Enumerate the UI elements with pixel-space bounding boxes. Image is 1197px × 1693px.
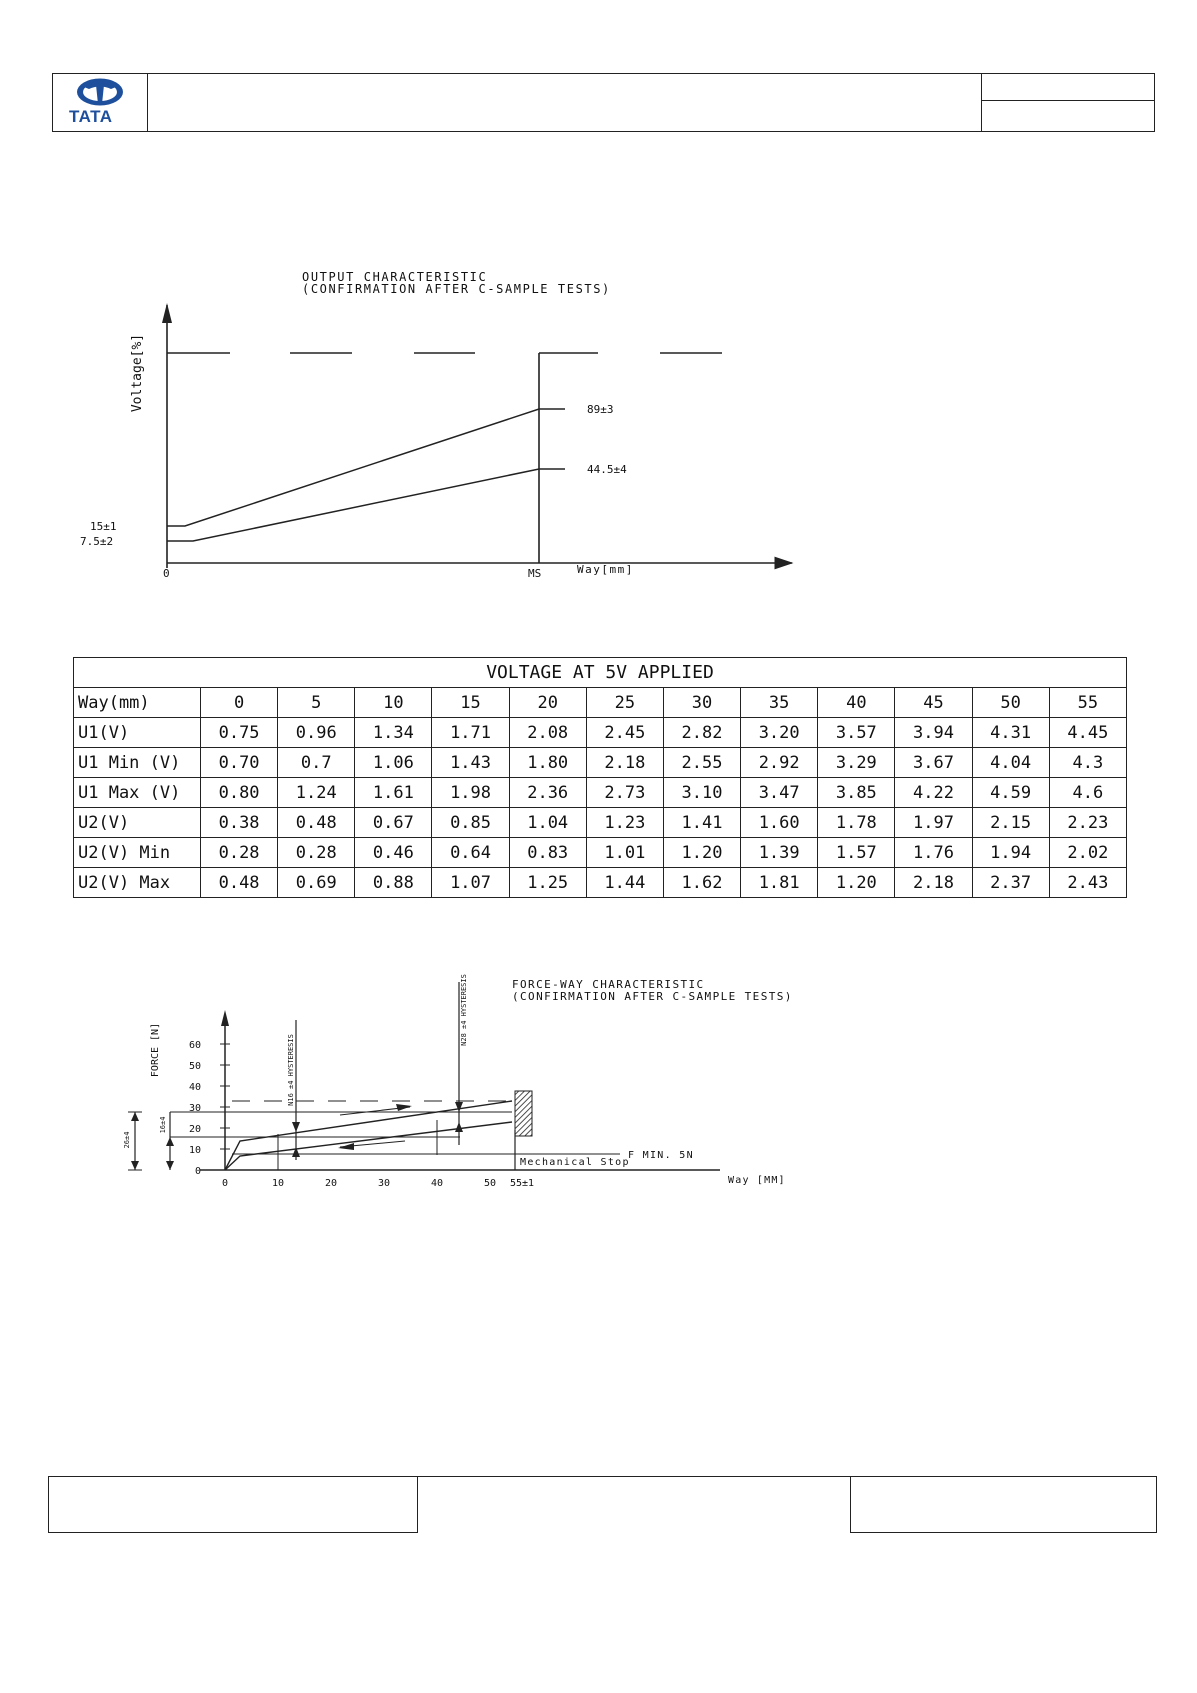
output-chart-origin-label: 0 [163,567,170,580]
table-cell: 0.48 [278,808,355,838]
table-cell: 0.28 [278,838,355,868]
table-cell: 1.20 [818,868,895,898]
output-chart-title-line2: (CONFIRMATION AFTER C-SAMPLE TESTS) [302,282,611,296]
table-header-cell: 15 [432,688,509,718]
force-way-chart [0,970,830,1200]
mechanical-stop-label: Mechanical Stop [520,1157,630,1168]
force-chart-y-tick: 50 [188,1061,201,1072]
table-cell: 0.28 [201,838,278,868]
hysteresis2-arrow-icon [455,1102,463,1112]
table-cell: 2.43 [1049,868,1126,898]
output-chart-lower-start-label: 7.5±2 [80,535,114,548]
table-cell: 3.10 [663,778,740,808]
force-chart-x-tick: 30 [377,1178,391,1189]
table-cell: 3.47 [741,778,818,808]
output-characteristic-chart [0,255,820,595]
table-row-label: U1 Max (V) [74,778,201,808]
table-cell: 4.31 [972,718,1049,748]
output-chart-series-lower [167,469,565,541]
table-cell: 0.70 [201,748,278,778]
table-cell: 4.45 [1049,718,1126,748]
table-cell: 2.23 [1049,808,1126,838]
mechanical-stop-block [515,1091,532,1136]
force-chart-x-tick: 40 [430,1178,444,1189]
table-cell: 1.44 [586,868,663,898]
force-chart-x-label: Way [MM] [728,1175,786,1186]
table-header-cell: 0 [201,688,278,718]
output-chart-lower-end-label: 44.5±4 [587,463,627,476]
output-chart-y-label: Voltage[%] [130,333,145,413]
table-cell: 1.07 [432,868,509,898]
table-cell: 2.18 [895,868,972,898]
output-chart-upper-end-label: 89±3 [587,403,614,416]
table-header-cell: 25 [586,688,663,718]
force-chart-x-tick: 0 [221,1178,229,1189]
table-cell: 2.02 [1049,838,1126,868]
table-cell: 2.45 [586,718,663,748]
table-cell: 2.18 [586,748,663,778]
document-header [52,73,1155,132]
table-cell: 0.83 [509,838,586,868]
table-cell: 1.78 [818,808,895,838]
table-cell: 1.04 [509,808,586,838]
table-cell: 2.15 [972,808,1049,838]
table-cell: 1.20 [663,838,740,868]
table-row [74,778,1127,808]
table-title: VOLTAGE AT 5V APPLIED [74,658,1127,688]
table-cell: 1.98 [432,778,509,808]
force-chart-series-return [225,1122,512,1170]
force-chart-stop-label: 55±1 [510,1178,535,1189]
table-cell: 2.36 [509,778,586,808]
table-row-label: U1 Min (V) [74,748,201,778]
logo-cell [53,74,148,131]
fmin-label: F MIN. 5N [628,1150,694,1161]
table-cell: 0.46 [355,838,432,868]
force-chart-y-tick: 30 [188,1103,201,1114]
table-row-label: U1(V) [74,718,201,748]
header-right-cell [981,74,1154,131]
table-cell: 0.67 [355,808,432,838]
footer-left-box [48,1476,418,1533]
table-cell: 3.94 [895,718,972,748]
table-cell: 1.06 [355,748,432,778]
force-chart-y-arrow-icon [221,1010,229,1026]
hysteresis1-label: N16 ±4 HYSTERESIS [287,1034,295,1106]
table-cell: 1.80 [509,748,586,778]
table-cell: 1.71 [432,718,509,748]
table-cell: 4.59 [972,778,1049,808]
table-row [74,838,1127,868]
table-cell: 1.23 [586,808,663,838]
table-row-label: U2(V) Max [74,868,201,898]
hysteresis2-label: N28 ±4 HYSTERESIS [460,974,468,1046]
table-cell: 1.62 [663,868,740,898]
table-header-cell: 40 [818,688,895,718]
table-header-cell: 45 [895,688,972,718]
table-cell: 1.43 [432,748,509,778]
table-cell: 1.81 [741,868,818,898]
table-cell: 4.22 [895,778,972,808]
table-header-cell: 30 [663,688,740,718]
table-cell: 0.80 [201,778,278,808]
force-chart-y-tick: 60 [188,1040,201,1051]
table-cell: 0.88 [355,868,432,898]
table-cell: 1.39 [741,838,818,868]
table-row [74,808,1127,838]
force-chart-y-tick: 0 [194,1166,201,1177]
table-cell: 1.25 [509,868,586,898]
table-title-row [74,658,1127,688]
output-chart-upper-start-label: 15±1 [90,520,117,533]
table-cell: 2.82 [663,718,740,748]
table-cell: 0.64 [432,838,509,868]
force-chart-title-line2: (CONFIRMATION AFTER C-SAMPLE TESTS) [512,990,793,1003]
force-chart-x-tick: 10 [271,1178,285,1189]
header-title [149,74,980,131]
table-cell: 2.08 [509,718,586,748]
table-cell: 1.34 [355,718,432,748]
header-divider [982,100,1154,101]
table-cell: 1.76 [895,838,972,868]
table-row [74,718,1127,748]
force-chart-y-label: FORCE [N] [150,1022,161,1078]
table-header-cell: 20 [509,688,586,718]
dimension-16-label: 16±4 [159,1116,167,1134]
table-row [74,868,1127,898]
voltage-table [73,657,1127,898]
table-row-label: U2(V) [74,808,201,838]
footer-right-box [850,1476,1157,1533]
output-chart-title-line1: OUTPUT CHARACTERISTIC [302,270,488,284]
table-cell: 3.85 [818,778,895,808]
logo-text: TATA [69,107,113,126]
force-chart-x-tick: 50 [483,1178,497,1189]
table-cell: 1.01 [586,838,663,868]
table-cell: 2.55 [663,748,740,778]
table-cell: 4.6 [1049,778,1126,808]
table-header-row [74,688,1127,718]
table-cell: 3.57 [818,718,895,748]
table-cell: 1.94 [972,838,1049,868]
table-cell: 2.73 [586,778,663,808]
dimension-26-label: 26±4 [123,1131,131,1149]
table-header-label: Way(mm) [74,688,201,718]
force-chart-y-tick: 10 [188,1145,201,1156]
table-cell: 4.04 [972,748,1049,778]
table-cell: 0.96 [278,718,355,748]
table-cell: 3.20 [741,718,818,748]
table-cell: 1.61 [355,778,432,808]
force-chart-x-tick: 20 [324,1178,338,1189]
force-chart-y-tick: 20 [188,1124,201,1135]
tata-logo-icon [75,77,125,107]
table-cell: 4.3 [1049,748,1126,778]
table-cell: 1.60 [741,808,818,838]
table-row [74,748,1127,778]
table-cell: 0.48 [201,868,278,898]
table-cell: 3.67 [895,748,972,778]
output-chart-x-label: Way[mm] [577,563,634,576]
table-cell: 2.37 [972,868,1049,898]
hysteresis1-arrow-icon [292,1122,300,1132]
table-header-cell: 10 [355,688,432,718]
table-header-cell: 35 [741,688,818,718]
table-cell: 0.7 [278,748,355,778]
output-chart-ms-label: MS [528,567,542,580]
table-cell: 0.38 [201,808,278,838]
table-cell: 2.92 [741,748,818,778]
output-chart-y-arrow-icon [162,303,172,323]
table-header-cell: 50 [972,688,1049,718]
output-chart-series-upper [167,409,565,526]
force-chart-title-line1: FORCE-WAY CHARACTERISTIC [512,978,705,991]
table-cell: 0.69 [278,868,355,898]
table-cell: 1.24 [278,778,355,808]
table-cell: 3.29 [818,748,895,778]
table-row-label: U2(V) Min [74,838,201,868]
force-chart-y-tick: 40 [188,1082,201,1093]
table-cell: 1.97 [895,808,972,838]
table-cell: 0.75 [201,718,278,748]
table-cell: 0.85 [432,808,509,838]
table-cell: 1.41 [663,808,740,838]
table-header-cell: 5 [278,688,355,718]
table-header-cell: 55 [1049,688,1126,718]
footer-middle-top-rule [418,1476,850,1477]
table-cell: 1.57 [818,838,895,868]
